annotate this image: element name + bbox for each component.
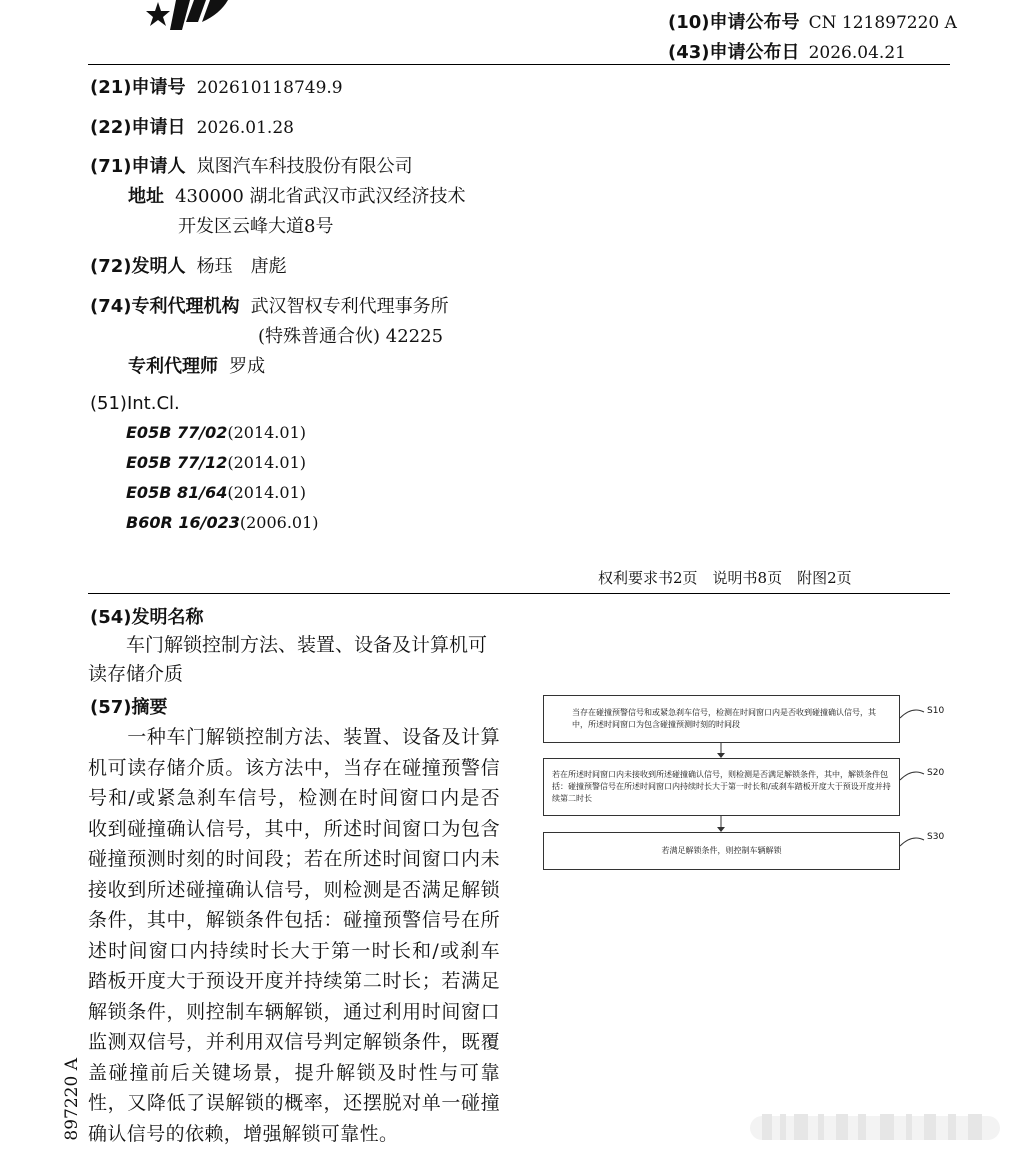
application-date-row (90, 113, 294, 139)
flowchart-connectors (540, 700, 960, 875)
agent-label: 专利代理师 (128, 356, 218, 377)
page-count-info: 权利要求书2页 说明书8页 附图2页 (598, 569, 852, 587)
agent: 罗成 (229, 356, 266, 377)
agency-label: (74)专利代理机构 (90, 296, 240, 317)
application-number-label: (21)申请号 (90, 77, 186, 98)
applicant: 岚图汽车科技股份有限公司 (196, 156, 413, 177)
abstract-label: (57)摘要 (90, 697, 168, 718)
abstract-text: 一种车门解锁控制方法、装置、设备及计算机可读存储介质。该方法中，当存在碰撞预警信号和/或紧急刹车信号，检测在时间窗口内是否收到碰撞确认信号，其中，所述时间窗口为包含碰撞预测时刻的时间段；若在所述时间窗口内未接收到所述碰撞确认信号，则检测是否满足解锁条件，其中，解锁条件包括：碰撞预警信号在所述时间窗口内持续时长大于第一时长和/或刹车踏板开度大于预设开度并持续第二时长；若满足解锁条件，则控制车辆解锁，通过利用时间窗口监测双信号，并利用双信号判定解锁条件，既覆盖碰撞前后关键场景，提升解锁及时性与可靠性，又降低了误解锁的概率，还摆脱对单一碰撞确认信号的依赖，增强解锁可靠性。 (88, 726, 500, 1145)
publication-number-row (668, 8, 957, 34)
inventors: 杨珏 唐彪 (196, 256, 287, 277)
watermark-icon (740, 1108, 1010, 1144)
application-date-label: (22)申请日 (90, 117, 186, 138)
side-publication-number: 897220 A (62, 1058, 82, 1141)
publisher-logo-icon (140, 0, 250, 32)
agency-line-2: (特殊普通合伙) 42225 (258, 326, 444, 347)
applicant-row (90, 152, 413, 178)
header-divider (88, 64, 950, 65)
ipc-classification: E05B 77/12(2014.01) (126, 453, 306, 472)
address-line-1: 430000 湖北省武汉市武汉经济技术 (175, 186, 466, 207)
publication-number-label: (10)申请公布号 (668, 12, 800, 33)
invention-title: 车门解锁控制方法、装置、设备及计算机可读存储介质 (88, 634, 488, 685)
ipc-classification: E05B 81/64(2014.01) (126, 483, 306, 502)
flow-step-box: 当存在碰撞预警信号和或紧急刹车信号，检测在时间窗口内是否收到碰撞确认信号，其中，所述时间窗口为包含碰撞预测时刻的时间段 (543, 695, 900, 743)
int-cl-label: (51)Int.Cl. (90, 393, 180, 414)
address-label: 地址 (128, 186, 164, 207)
publication-number: CN 121897220 A (808, 13, 957, 33)
applicant-label: (71)申请人 (90, 156, 186, 177)
step-label: S20 (927, 768, 945, 778)
application-number-row (90, 73, 343, 99)
ipc-classification: B60R 16/023(2006.01) (126, 513, 319, 532)
flow-step-box: 若满足解锁条件，则控制车辆解锁 (543, 832, 900, 870)
application-number: 202610118749.9 (196, 78, 343, 98)
invention-title-label: (54)发明名称 (90, 607, 204, 628)
agent-row (128, 352, 265, 378)
inventors-row (90, 252, 287, 278)
section-divider (88, 593, 950, 594)
publication-date-row (668, 38, 906, 64)
address-row (128, 182, 466, 208)
flow-step-box: 若在所述时间窗口内未接收到所述碰撞确认信号，则检测是否满足解锁条件，其中，解锁条件包括：碰撞预警信号在所述时间窗口内持续时长大于第一时长和/或刹车踏板开度大于预设开度并持续第二时长 (543, 758, 900, 816)
step-label: S10 (927, 706, 945, 716)
publication-date: 2026.04.21 (808, 43, 906, 63)
agency-line-1: 武汉智权专利代理事务所 (250, 296, 449, 317)
address-line-2: 开发区云峰大道8号 (178, 216, 334, 237)
publication-date-label: (43)申请公布日 (668, 42, 800, 63)
application-date: 2026.01.28 (196, 118, 294, 138)
agency-row (90, 292, 449, 318)
inventors-label: (72)发明人 (90, 256, 186, 277)
step-label: S30 (927, 832, 945, 842)
ipc-classification: E05B 77/02(2014.01) (126, 423, 306, 442)
